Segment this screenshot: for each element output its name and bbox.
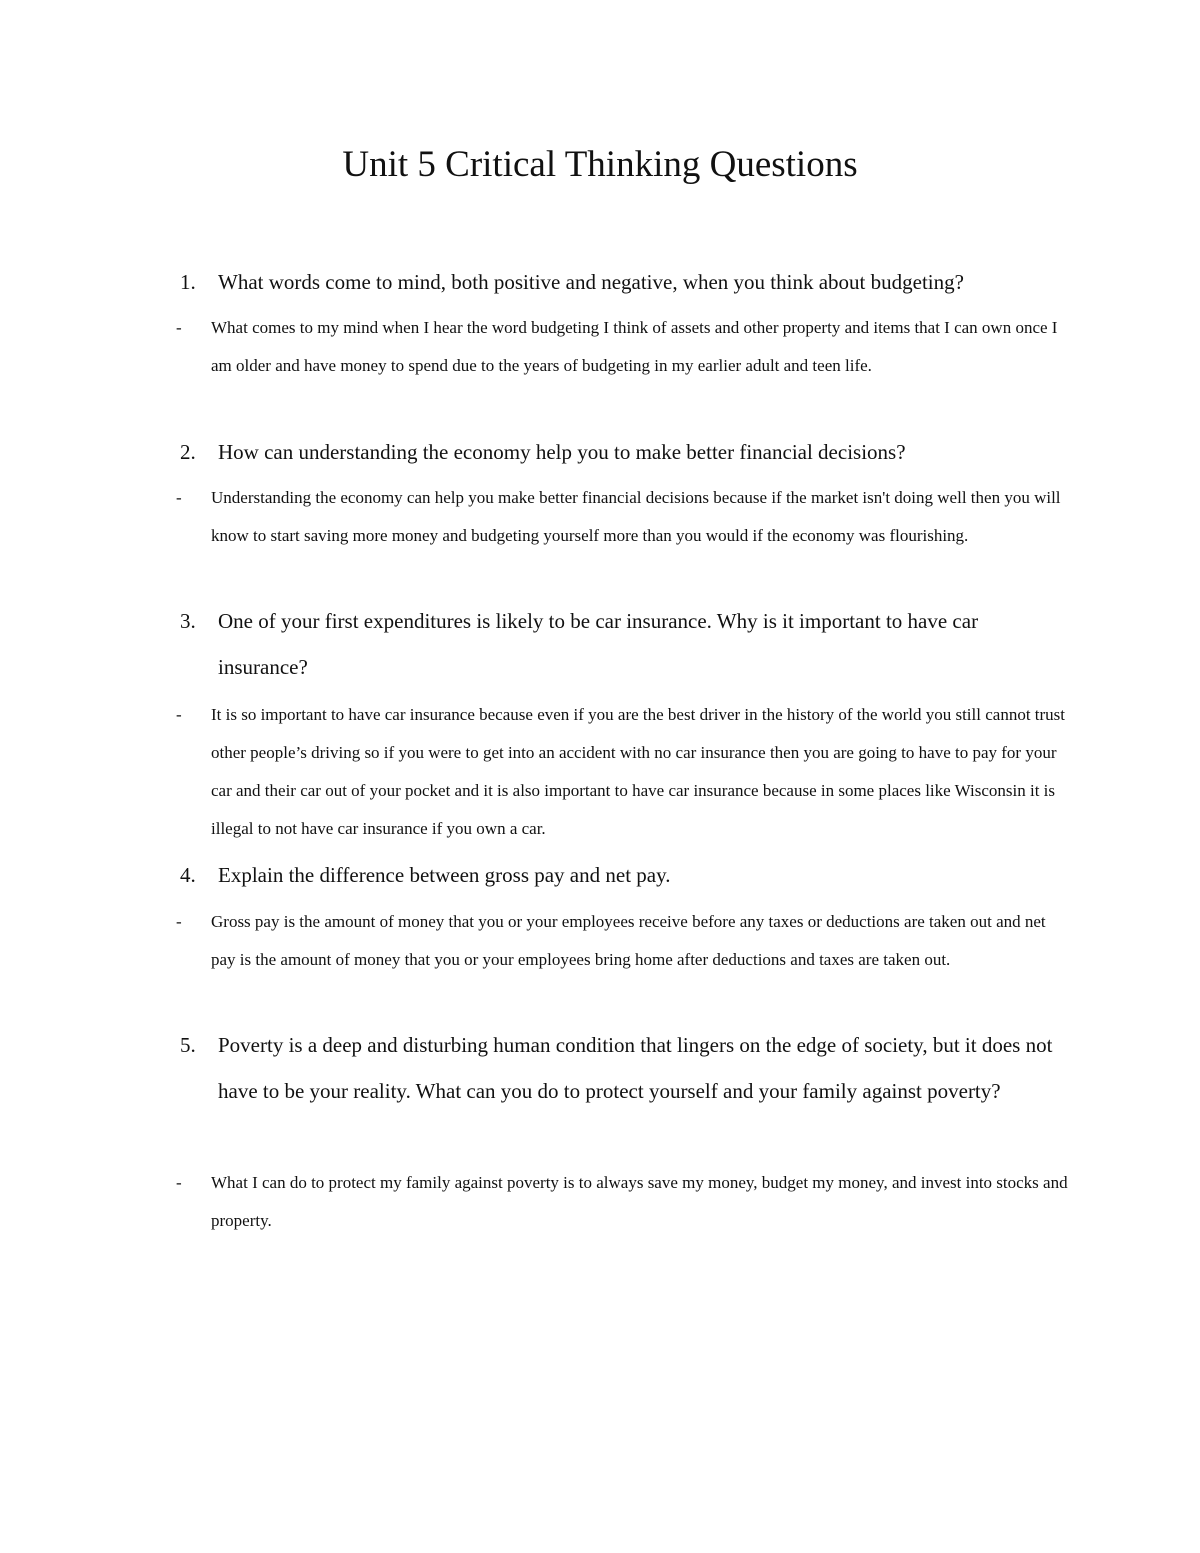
answer-text: What I can do to protect my family against poverty is to always save my money, budget my money, and invest into stocks and property. — [211, 1173, 1068, 1230]
answer-marker: - — [176, 488, 182, 507]
answer-marker: - — [176, 318, 182, 337]
question-text: Explain the difference between gross pay and net pay. — [218, 863, 671, 887]
question-text: Poverty is a deep and disturbing human condition that lingers on the edge of society, but it does not have to be your reality. What can you do to protect yourself and your family against poverty? — [218, 1033, 1053, 1103]
answer-text: Gross pay is the amount of money that you or your employees receive before any taxes or deductions are taken out and net pay is the amount of money that you or your employees bring home after deductions and taxes are taken out. — [211, 912, 1046, 969]
document-title: Unit 5 Critical Thinking Questions — [342, 144, 858, 185]
answer-marker: - — [176, 1173, 182, 1192]
question-number: 1. — [180, 270, 196, 294]
answer-text: What comes to my mind when I hear the word budgeting I think of assets and other property and items that I can own once I am older and have money to spend due to the years of budgeting in my earlier adult and teen life. — [211, 318, 1058, 375]
answer-marker: - — [176, 912, 182, 931]
question-text: One of your first expenditures is likely to be car insurance. Why is it important to have car insurance? — [218, 609, 979, 679]
question-text: How can understanding the economy help you to make better financial decisions? — [218, 440, 906, 464]
question-number: 2. — [180, 440, 196, 464]
answer-text: Understanding the economy can help you make better financial decisions because if the market isn't doing well then you will know to start saving more money and budgeting yourself more than you would if the economy was flourishing. — [211, 488, 1061, 545]
question-text: What words come to mind, both positive and negative, when you think about budgeting? — [218, 270, 964, 294]
answer-text: It is so important to have car insurance because even if you are the best driver in the history of the world you still cannot trust other people’s driving so if you were to get into an accident with no car insurance then you are going to have to pay for your car and their car out of your pocket and it is also important to have car insurance because in some places like Wisconsin it is illegal to not have car insurance if you own a car. — [211, 705, 1066, 838]
question-number: 5. — [180, 1033, 196, 1057]
question-number: 3. — [180, 609, 196, 633]
question-number: 4. — [180, 863, 196, 887]
answer-marker: - — [176, 705, 182, 724]
